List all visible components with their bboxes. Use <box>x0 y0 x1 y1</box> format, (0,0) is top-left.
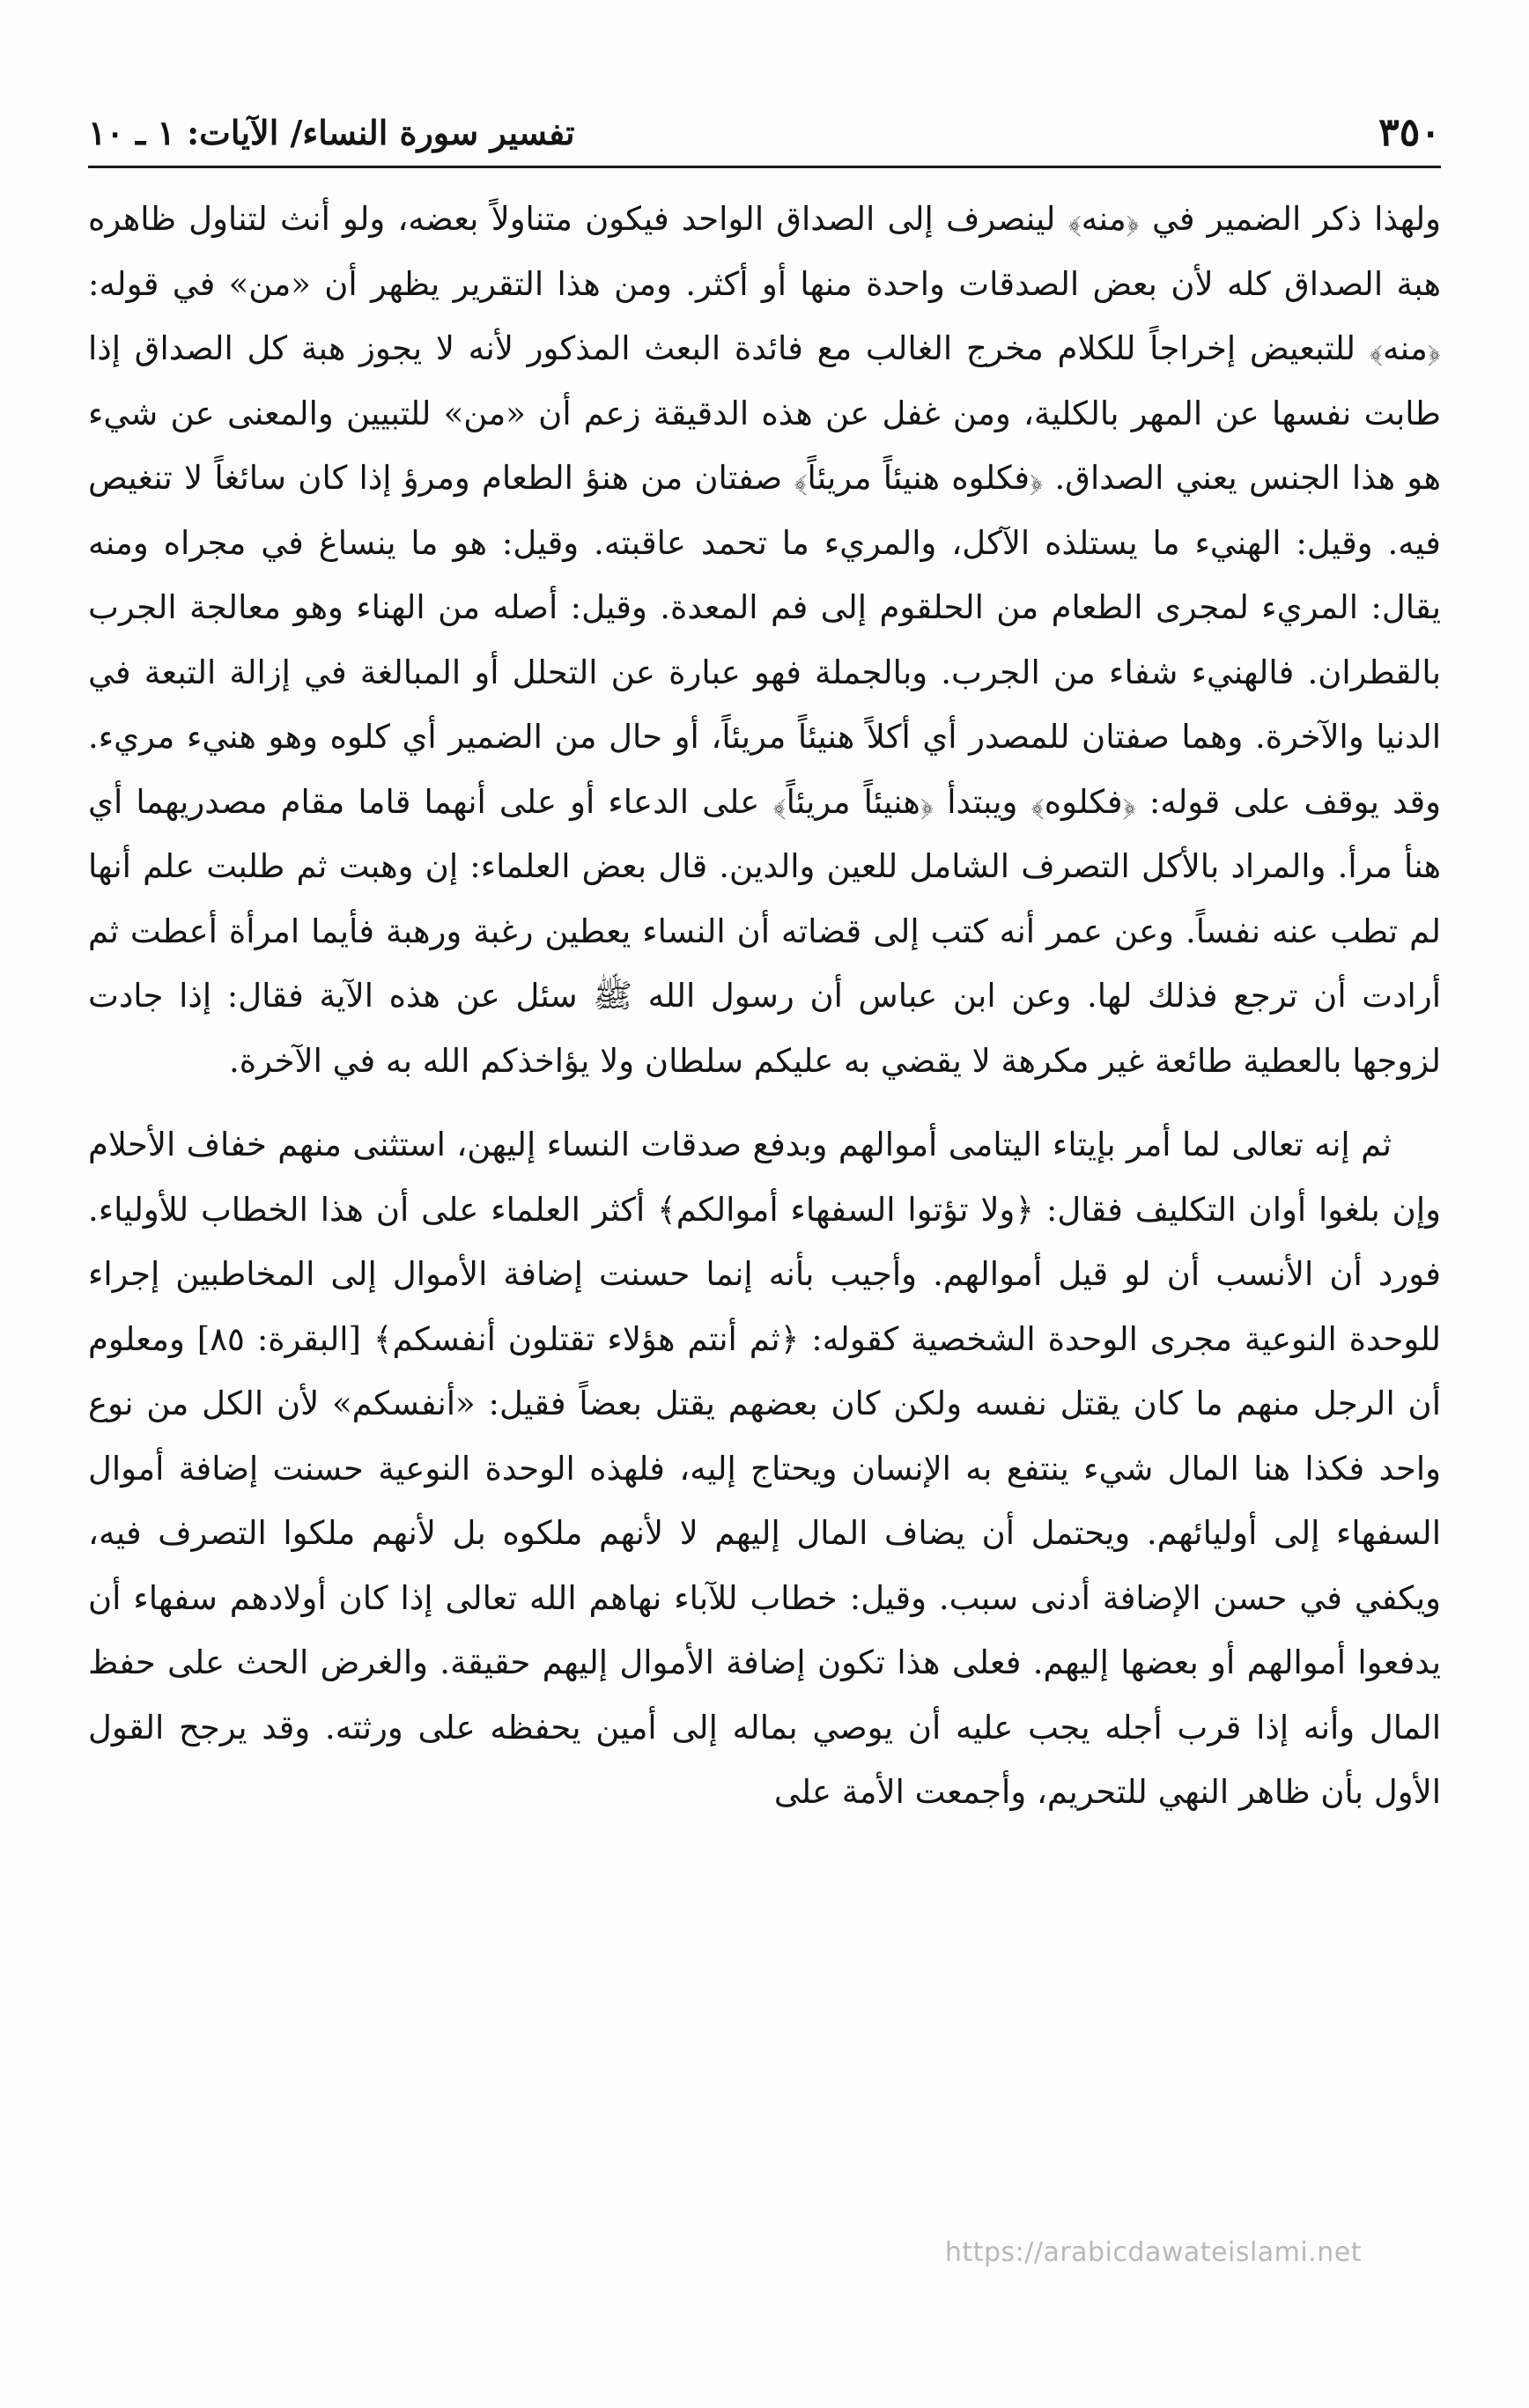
paragraph-1: ولهذا ذكر الضمير في ﴿منه﴾ لينصرف إلى الصداق الواحد فيكون متناولاً بعضه، ولو أنث لتناول ظاهره هبة الصداق كله لأن بعض الصدقات واحدة منها أو أكثر. ومن هذا التقرير يظهر أن «من» في قوله: ﴿منه﴾ للتبعيض إخراجاً للكلام مخرج الغالب مع فائدة البعث المذكور لأنه لا يجوز هبة كل الصداق إذا طابت نفسها عن المهر بالكلية، ومن غفل عن هذه الدقيقة زعم أن «من» للتبيين والمعنى عن شيء هو هذا الجنس يعني الصداق. ﴿فكلوه هنيئاً مريئاً﴾ صفتان من هنؤ الطعام ومرؤ إذا كان سائغاً لا تنغيص فيه. وقيل: الهنيء ما يستلذه الآكل، والمريء ما تحمد عاقبته. وقيل: هو ما ينساغ في مجراه ومنه يقال: المريء لمجرى الطعام من الحلقوم إلى فم المعدة. وقيل: أصله من الهناء وهو معالجة الجرب بالقطران. فالهنيء شفاء من الجرب. وبالجملة فهو عبارة عن التحلل أو المبالغة في إزالة التبعة في الدنيا والآخرة. وهما صفتان للمصدر أي أكلاً هنيئاً مريئاً، أو حال من الضمير أي كلوه وهو هنيء مريء. وقد يوقف على قوله: ﴿فكلوه﴾ ويبتدأ ﴿هنيئاً مريئاً﴾ على الدعاء أو على أنهما قاما مقام مصدريهما أي هنأ مرأ. والمراد بالأكل التصرف الشامل للعين والدين. قال بعض العلماء: إن وهبت ثم طلبت علم أنها لم تطب عنه نفساً. وعن عمر أنه كتب إلى قضاته أن النساء يعطين رغبة ورهبة فأيما امرأة أعطت ثم أرادت أن ترجع فذلك لها. وعن ابن عباس أن رسول الله ﷺ سئل عن هذه الآية فقال: إذا جادت لزوجها بالعطية طائعة غير مكرهة لا يقضي به عليكم سلطان ولا يؤاخذكم الله به في الآخرة. <box>88 200 1441 1080</box>
paragraph-2: ثم إنه تعالى لما أمر بإيتاء اليتامى أموالهم وبدفع صدقات النساء إليهن، استثنى منهم خفاف الأحلام وإن بلغوا أوان التكليف فقال: ﴿ولا تؤتوا السفهاء أموالكم﴾ أكثر العلماء على أن هذا الخطاب للأولياء. فورد أن الأنسب أن لو قيل أموالهم. وأجيب بأنه إنما حسنت إضافة الأموال إلى المخاطبين إجراء للوحدة النوعية مجرى الوحدة الشخصية كقوله: ﴿ثم أنتم هؤلاء تقتلون أنفسكم﴾ [البقرة: ٨٥] ومعلوم أن الرجل منهم ما كان يقتل نفسه ولكن كان بعضهم يقتل بعضاً فقيل: «أنفسكم» لأن الكل من نوع واحد فكذا هنا المال شيء ينتفع به الإنسان ويحتاج إليه، فلهذه الوحدة النوعية حسنت إضافة أموال السفهاء إلى أوليائهم. ويحتمل أن يضاف المال إليهم لا لأنهم ملكوه بل لأنهم ملكوا التصرف فيه، ويكفي في حسن الإضافة أدنى سبب. وقيل: خطاب للآباء نهاهم الله تعالى إذا كان أولادهم سفهاء أن يدفعوا أموالهم أو بعضها إليهم. فعلى هذا تكون إضافة الأموال إليهم حقيقة. والغرض الحث على حفظ المال وأنه إذا قرب أجله يجب عليه أن يوصي بماله إلى أمين يحفظه على ورثته. وقد يرجح القول الأول بأن ظاهر النهي للتحريم، وأجمعت الأمة على <box>88 1126 1442 1811</box>
watermark-url: https://arabicdawateislami.net <box>944 2237 1362 2268</box>
header-title: تفسير سورة النساء/ الآيات: ١ ـ ١٠ <box>88 113 575 152</box>
body-text <box>88 187 1441 1825</box>
running-header <box>88 106 1441 160</box>
page-number: ٣٥٠ <box>1378 110 1441 155</box>
header-rule <box>88 166 1441 168</box>
